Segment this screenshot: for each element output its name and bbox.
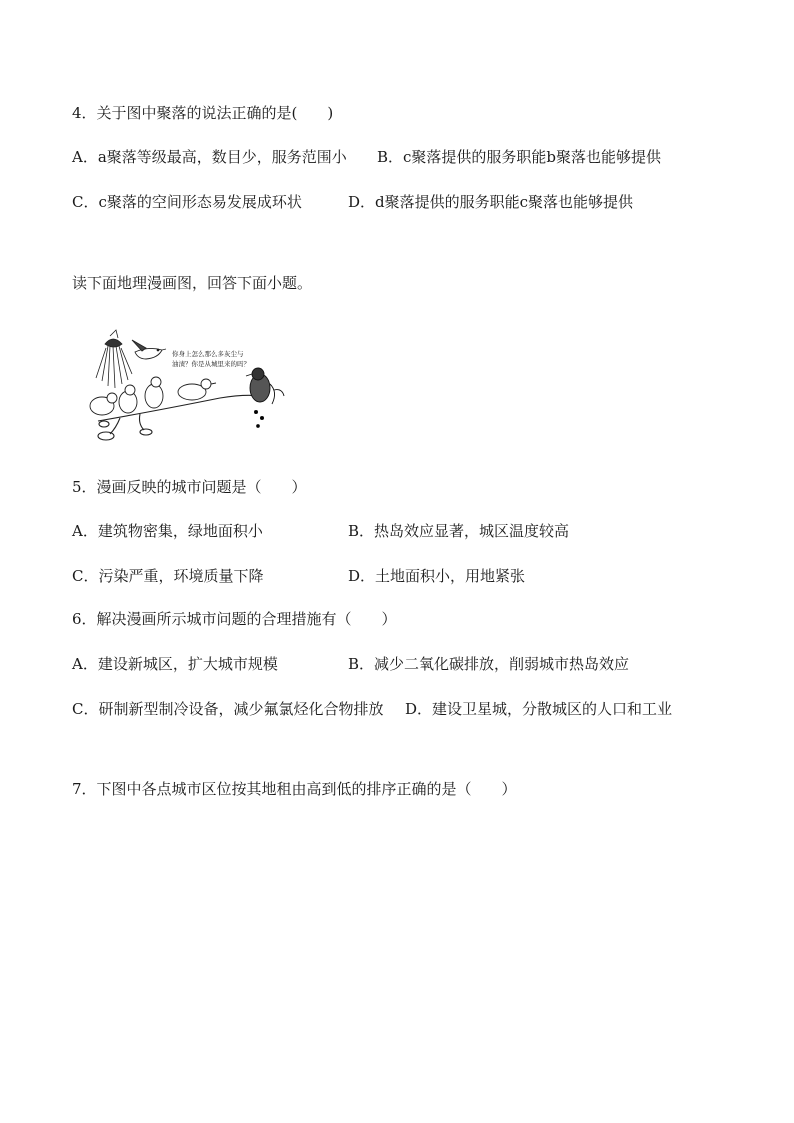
question-6-option-d: D．建设卫星城，分散城区的人口和工业 — [405, 700, 673, 718]
cartoon-intro-text: 读下面地理漫画图，回答下面小题。 — [72, 274, 313, 292]
speech-line-1: 你身上怎么那么多灰尘与 — [172, 350, 244, 358]
question-5-option-d: D．土地面积小，用地紧张 — [348, 567, 526, 585]
question-5-options-row-2 — [72, 566, 526, 586]
question-6-option-a: A．建设新城区，扩大城市规模 — [72, 655, 278, 673]
flying-bird-drawing — [132, 340, 166, 359]
question-4-stem: 4．关于图中聚落的说法正确的是( ) — [72, 104, 334, 122]
question-6-option-c: C．研制新型制冷设备，减少氟氯烃化合物排放 — [72, 700, 384, 718]
question-4-option-a: A．a聚落等级最高，数目少，服务范围小 — [72, 148, 347, 166]
question-4-option-b: B．c聚落提供的服务职能b聚落也能够提供 — [377, 148, 662, 166]
question-5-option-b: B．热岛效应显著，城区温度较高 — [348, 522, 570, 540]
question-4-options-row-2 — [72, 192, 634, 212]
cartoon-birds-image — [80, 326, 290, 446]
question-6-option-b: B．减少二氧化碳排放，削弱城市热岛效应 — [348, 655, 630, 673]
question-5-options-row-1 — [72, 521, 570, 541]
question-4-option-d: D．d聚落提供的服务职能c聚落也能够提供 — [348, 193, 634, 211]
question-4-option-c: C．c聚落的空间形态易发展成环状 — [72, 193, 302, 211]
question-4-options-row-1 — [72, 147, 662, 167]
question-7-stem: 7．下图中各点城市区位按其地租由高到低的排序正确的是（ ） — [72, 780, 517, 798]
dirty-bird-drawing — [246, 368, 284, 427]
perched-birds-drawing — [90, 377, 216, 415]
question-5-option-c: C．污染严重，环境质量下降 — [72, 567, 264, 585]
question-6-options-row-1 — [72, 654, 630, 674]
nest-bundle-drawing — [96, 330, 132, 388]
question-6-options-row-2 — [72, 699, 673, 719]
question-5-option-a: A．建筑物密集，绿地面积小 — [72, 522, 263, 540]
question-5-stem: 5．漫画反映的城市问题是（ ） — [72, 478, 307, 496]
speech-line-2: 油渍？你是从城里来的吗？ — [172, 360, 250, 368]
question-6-stem: 6．解决漫画所示城市问题的合理措施有（ ） — [72, 610, 397, 628]
